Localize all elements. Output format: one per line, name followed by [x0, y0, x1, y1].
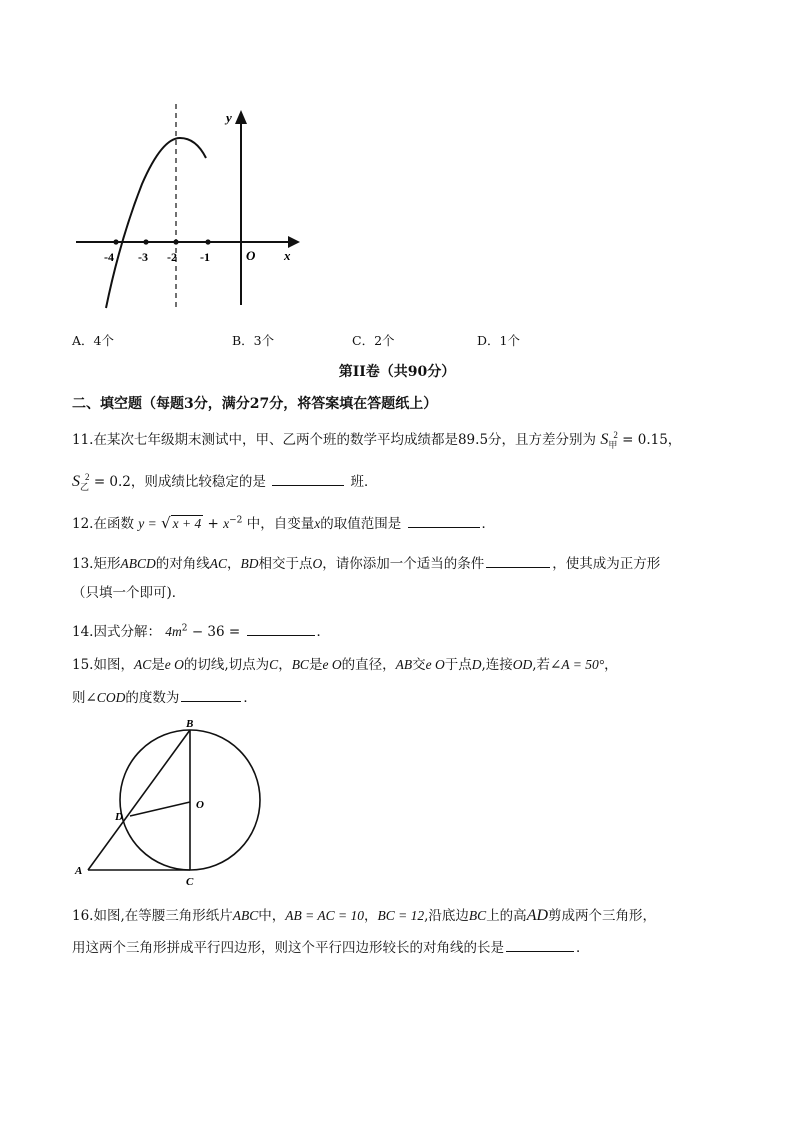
label-b: B: [186, 718, 194, 730]
segment-od: [130, 802, 190, 816]
option-c: C．2个: [352, 333, 395, 348]
q15-p8: 于点: [444, 657, 472, 673]
q12-post: 的取值范围是: [320, 516, 402, 532]
q15-end: ．: [243, 690, 257, 706]
question-13-line2: （只填一个即可)．: [72, 585, 186, 601]
q13-p3: 相交于点: [258, 556, 313, 572]
q14-answer-blank[interactable]: [247, 635, 315, 636]
q16-end: ．: [576, 940, 590, 956]
origin-label: O: [246, 248, 256, 263]
q11-answer-blank[interactable]: [272, 485, 344, 486]
q15-p7: 交: [412, 657, 426, 673]
q15-ac: AC: [133, 657, 152, 672]
q15-p5: 是: [308, 657, 323, 673]
q16-p3: ，: [364, 908, 378, 924]
parabola-graph: [70, 100, 310, 315]
tick-label: -4: [104, 250, 114, 264]
q16-p6: 剪成两个三角形，: [548, 908, 657, 924]
question-15-line1: [72, 653, 618, 673]
question-16-line2: [72, 936, 590, 956]
y-axis-arrow: [235, 110, 247, 124]
question-15-line2: [72, 686, 257, 706]
q16-p1: 16.如图,在等腰三角形纸片: [72, 908, 233, 924]
option-a: A．4个: [72, 333, 114, 348]
q15-p11: ，: [604, 657, 618, 673]
q12-mid: 中，自变量: [246, 516, 315, 532]
q16-eq1: AB = AC = 10: [285, 908, 364, 923]
q15-od: OD: [512, 657, 533, 672]
q14-expr2: − 36 =: [191, 624, 241, 640]
q11-val-yi: = 0.2，则成绩比较稳定的是: [93, 474, 266, 490]
question-11-line2: [72, 470, 377, 493]
label-c: C: [186, 876, 194, 888]
q14-pre: 14.因式分解：: [72, 624, 161, 640]
q15-answer-blank[interactable]: [181, 701, 241, 702]
tick-label: -3: [138, 250, 148, 264]
q15-p1: 15.如图，: [72, 657, 134, 673]
option-d: D．1个: [477, 333, 520, 348]
q13-ac: AC: [209, 556, 227, 571]
q13-o: O: [312, 556, 323, 571]
q15-angle: ∠A = 50°: [550, 657, 605, 672]
q13-answer-blank[interactable]: [486, 567, 550, 568]
q16-p4: ,沿底边: [424, 908, 469, 924]
q16-line2: 用这两个三角形拼成平行四边形，则这个平行四边形较长的对角线的长是: [72, 940, 504, 956]
option-b: B．3个: [232, 333, 275, 348]
q12-radicand: x + 4: [172, 516, 202, 531]
q13-abcd: ABCD: [120, 556, 156, 571]
section-title: 第II卷（共90分）: [338, 364, 456, 380]
q11-tail: 班．: [350, 474, 378, 490]
q12-end: ．: [481, 516, 496, 532]
variance-yi: $S_乙^2$: [72, 471, 90, 493]
q13-bd: BD: [240, 556, 259, 571]
q15-circ2: e O: [322, 657, 342, 672]
q15-p9: ,连接: [481, 657, 513, 673]
question-11-line1: [72, 428, 681, 451]
q12-pre: 12.在函数: [72, 516, 134, 532]
q13-p1: 13.矩形: [72, 556, 121, 572]
q12-exp: −2: [229, 515, 243, 526]
q15-p10: ,若: [532, 657, 551, 673]
q16-answer-blank[interactable]: [506, 951, 574, 952]
x-axis-arrow: [288, 236, 300, 248]
q14-sup: 2: [181, 623, 188, 634]
tick-dot: [113, 239, 118, 244]
part-heading: 二、填空题（每题3分，满分27分，将答案填在答题纸上）: [72, 396, 438, 412]
q14-end: ．: [316, 624, 330, 640]
q14-expr: 4m: [165, 624, 182, 639]
q15-c: C: [269, 657, 279, 672]
q12-answer-blank[interactable]: [408, 527, 480, 528]
circle-figure: [70, 716, 270, 888]
q13-p2: 的对角线: [155, 556, 210, 572]
q16-abc: ABC: [232, 908, 259, 923]
tick-dot: [173, 239, 178, 244]
q15-ab: AB: [395, 657, 413, 672]
q16-eq2: BC = 12: [377, 908, 425, 923]
q16-bc: BC: [468, 908, 487, 923]
q12-plus: +: [207, 516, 219, 532]
label-a: A: [75, 865, 83, 877]
tick-dot: [205, 239, 210, 244]
q15-cod: ∠COD: [85, 690, 126, 705]
parabola-curve: [106, 138, 206, 308]
q15-circ3: e O: [425, 657, 445, 672]
question-13-line1: [72, 552, 660, 572]
q16-p5: 上的高: [486, 908, 527, 924]
tick-label: -2: [167, 250, 177, 264]
sqrt-symbol: √: [161, 514, 171, 532]
q11-text: 11.在某次七年级期末测试中，甲、乙两个班的数学平均成绩都是89.5分，且方差分别为: [72, 432, 597, 448]
x-axis-label: x: [284, 248, 291, 263]
y-axis-label: y: [226, 110, 232, 125]
q15-p3: 的切线,切点为: [183, 657, 270, 673]
q12-var: x: [314, 516, 321, 531]
question-12: [72, 512, 495, 532]
label-d: D: [115, 811, 123, 823]
q11-val-jia: = 0.15，: [622, 432, 682, 448]
q13-p5: ，使其成为正方形: [552, 556, 661, 572]
q15-line2b: 的度数为: [125, 690, 180, 706]
tick-dot: [143, 239, 148, 244]
q12-y: y =: [138, 516, 157, 531]
variance-jia: $S_甲^2$: [600, 429, 618, 451]
q15-bc: BC: [291, 657, 309, 672]
q13-p4: ，请你添加一个适当的条件: [322, 556, 485, 572]
q15-circ1: e O: [164, 657, 184, 672]
q15-line2a: 则: [72, 690, 86, 706]
tick-label: -1: [200, 250, 210, 264]
question-16-line1: [72, 904, 656, 925]
q15-p6: 的直径，: [341, 657, 396, 673]
q12-xbase: x: [223, 516, 230, 531]
q15-p4: ，: [278, 657, 292, 673]
label-o: O: [196, 799, 204, 811]
q13-comma: ，: [227, 556, 241, 572]
q16-ad: AD: [526, 907, 549, 924]
q15-d: D: [471, 657, 482, 672]
q15-p2: 是: [151, 657, 165, 673]
q16-p2: 中，: [258, 908, 286, 924]
question-14: [72, 620, 330, 640]
